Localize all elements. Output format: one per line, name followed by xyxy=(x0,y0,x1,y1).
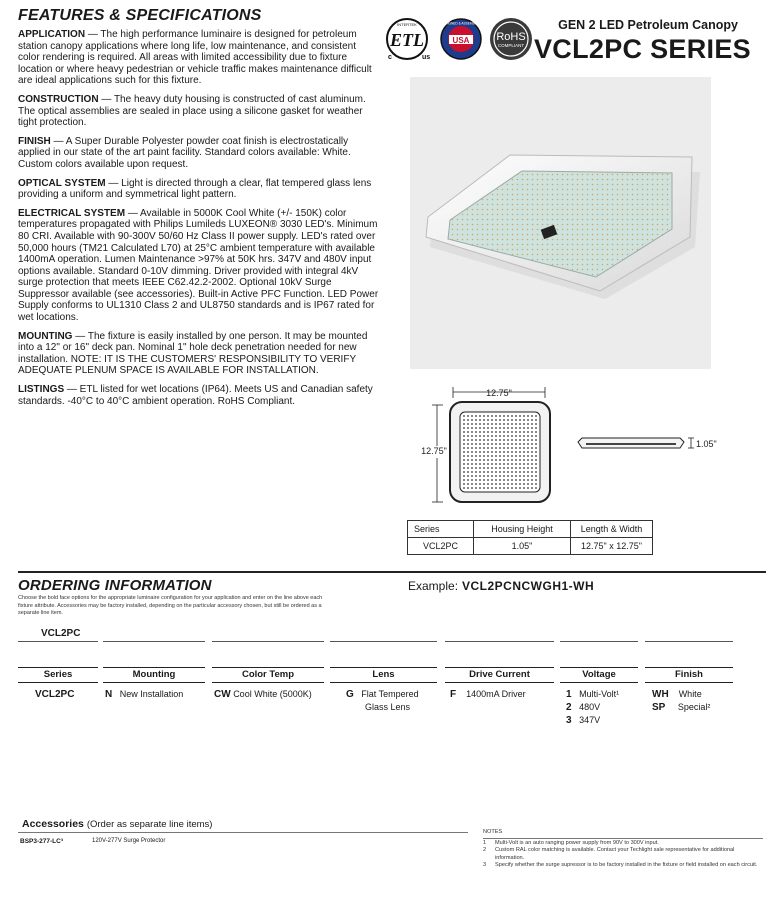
top-view-drawing xyxy=(418,387,550,502)
column-header-series: Series xyxy=(18,667,98,683)
spec-optical: OPTICAL SYSTEM — Light is directed through a clear, flat tempered glass lens providing a uniform and symmetrical light pattern. xyxy=(18,177,372,201)
accessories-divider xyxy=(18,832,468,833)
table-cell: VCL2PC xyxy=(408,538,474,555)
table-header-row xyxy=(408,521,653,538)
option-lens-line2: Glass Lens xyxy=(365,702,411,712)
option-color-temp: CW Cool White (5000K) xyxy=(214,689,312,700)
option-finish-1: WH White xyxy=(652,689,702,700)
product-photo xyxy=(410,77,711,369)
svg-text:DESIGNED & ASSEMBLED: DESIGNED & ASSEMBLED xyxy=(441,21,481,26)
note-item: 3 Specify whether the surge supressor is to be factory installed in the fixture or field installed on each circuit. xyxy=(483,862,758,869)
column-header-mounting: Mounting xyxy=(103,667,205,683)
certification-logos xyxy=(385,15,540,65)
svg-text:INTERTEK: INTERTEK xyxy=(397,22,417,27)
column-header-lens: Lens xyxy=(330,667,437,683)
product-category: GEN 2 LED Petroleum Canopy xyxy=(558,18,738,32)
table-header-cell: Series xyxy=(408,521,474,538)
option-series: VCL2PC xyxy=(35,689,75,700)
option-lens: G Flat Tempered xyxy=(346,689,419,700)
svg-text:USA: USA xyxy=(452,36,470,45)
spec-electrical: ELECTRICAL SYSTEM — Available in 5000K Cool White (+/- 150K) color temperatures propagated with Philips Lumileds LUXEON® 3030 LED's. Minimum 80 CRI. Available with 90-300V 50/60 Hz Class II power supply. LED's rated over 50,000 hours (TM21 Calculated L70) at 25°C ambient temperature with available 1400mA operation. Lumen Maintenance >97% at 50K hrs. 347V and 480V input options available. Standard 0-10V dimming. Driver provided with integral 4kV surge protection that meets IEEE C62.42.2-2002. Optional 10kV Surge Suppressor available (see accessories). Built-in Active PFC Function. LED Power Supply conforms to UL1310 Class 2 and UL8750 standards and is IP67 rated for wet locations. xyxy=(18,207,379,324)
depth-dim-label: 1.05" xyxy=(696,439,717,449)
config-line-mounting xyxy=(103,641,205,642)
svg-text:ETL: ETL xyxy=(390,30,424,50)
spec-column xyxy=(18,29,380,414)
ordering-instructions: Choose the bold face options for the appropriate luminaire configuration for your application and enter on the line above each fixture attribute. Accessories may be factory installed, depending on the particular accessory chosen, but still be ordered as a separate line item. xyxy=(18,595,323,616)
option-voltage-3: 3 347V xyxy=(566,715,601,726)
config-line-series xyxy=(18,641,98,642)
dimensions-table xyxy=(407,520,653,555)
column-header-voltage: Voltage xyxy=(560,667,638,683)
table-cell: 12.75" x 12.75" xyxy=(571,538,653,555)
column-header-drive-current: Drive Current xyxy=(445,667,554,683)
table-header-cell: Length & Width xyxy=(571,521,653,538)
section-divider xyxy=(18,571,766,573)
height-dim-label: 12.75" xyxy=(421,446,447,456)
accessories-title: Accessories (Order as separate line items) xyxy=(22,818,213,830)
column-header-finish: Finish xyxy=(645,667,733,683)
svg-text:COMPLIANT: COMPLIANT xyxy=(497,43,525,48)
table-cell: 1.05" xyxy=(474,538,571,555)
svg-text:c: c xyxy=(388,54,392,61)
table-header-cell: Housing Height xyxy=(474,521,571,538)
ordering-title: ORDERING INFORMATION xyxy=(18,577,212,594)
example-value: VCL2PCNCWGH1-WH xyxy=(462,579,595,593)
canopy-fixture-image xyxy=(410,77,711,369)
config-line-voltage xyxy=(560,641,638,642)
side-view-drawing xyxy=(578,438,717,449)
config-line-color-temp xyxy=(212,641,324,642)
accessory-code: BSP3-277-LC³ xyxy=(20,838,63,845)
svg-text:us: us xyxy=(422,54,431,61)
config-line-drive-current xyxy=(445,641,554,642)
etl-logo-icon xyxy=(387,19,430,61)
notes-title: NOTES xyxy=(483,829,503,835)
usa-logo-icon xyxy=(441,19,482,59)
dimension-drawings xyxy=(410,378,730,510)
config-line-lens xyxy=(330,641,437,642)
notes-block xyxy=(483,829,763,870)
spec-construction: CONSTRUCTION — The heavy duty housing is constructed of cast aluminum. The optical assemblies are sealed in place using a silicone gasket for weather tight protection. xyxy=(18,93,366,129)
option-finish-2: SP Special² xyxy=(652,702,711,713)
option-voltage-2: 2 480V xyxy=(566,702,601,713)
spec-finish: FINISH — A Super Durable Polyester powder coat finish is electrostatically applied in our state of the art paint facility. Standard colors available: White. Custom colors available upon request. xyxy=(18,135,351,170)
config-series-value: VCL2PC xyxy=(41,628,81,639)
note-item: 1 Multi-Volt is an auto ranging power supply from 90V to 300V input. xyxy=(483,839,659,846)
option-mounting: N New Installation xyxy=(105,689,184,700)
option-voltage-1: 1 Multi-Volt¹ xyxy=(566,689,620,700)
config-line-finish xyxy=(645,641,733,642)
spec-application: APPLICATION — The high performance luminaire is designed for petroleum station canopy applications where long life, low maintenance, and consistent color rendering is required. All areas with limited accessibility due to fixture location or where heavy pedestrian or vehicle traffic makes maintenance difficult are ideal applications such for this fixture. xyxy=(18,29,372,87)
note-item: 2 Custom RAL color matching is available. Contact your Techlight sale representative for additional information. xyxy=(483,847,735,861)
example-label: Example: xyxy=(408,579,459,593)
spec-mounting: MOUNTING — The fixture is easily installed by one person. It may be mounted into a 12" or 16" deck pan. Nominal 1" hole deck penetration needed for new installation. NOTE: IT IS THE CUSTOMERS' RESPONSIBILITY TO VERIFY ADEQUATE PLENUM SPACE IS AVAILABLE FOR INSTALLATION. xyxy=(18,330,368,377)
notes-divider xyxy=(483,838,763,839)
width-dim-label: 12.75" xyxy=(486,388,512,398)
option-drive-current: F 1400mA Driver xyxy=(450,689,526,700)
table-row xyxy=(408,538,653,555)
svg-text:RoHS: RoHS xyxy=(496,31,526,43)
series-title: VCL2PC SERIES xyxy=(534,34,751,64)
accessory-description: 120V-277V Surge Protector xyxy=(92,838,166,844)
column-header-color-temp: Color Temp xyxy=(212,667,324,683)
spec-listings: LISTINGS — ETL listed for wet locations (IP64). Meets US and Canadian safety standards. -40°C to 40°C ambient operation. RoHS Compliant. xyxy=(18,384,373,407)
features-title: FEATURES & SPECIFICATIONS xyxy=(18,7,262,24)
